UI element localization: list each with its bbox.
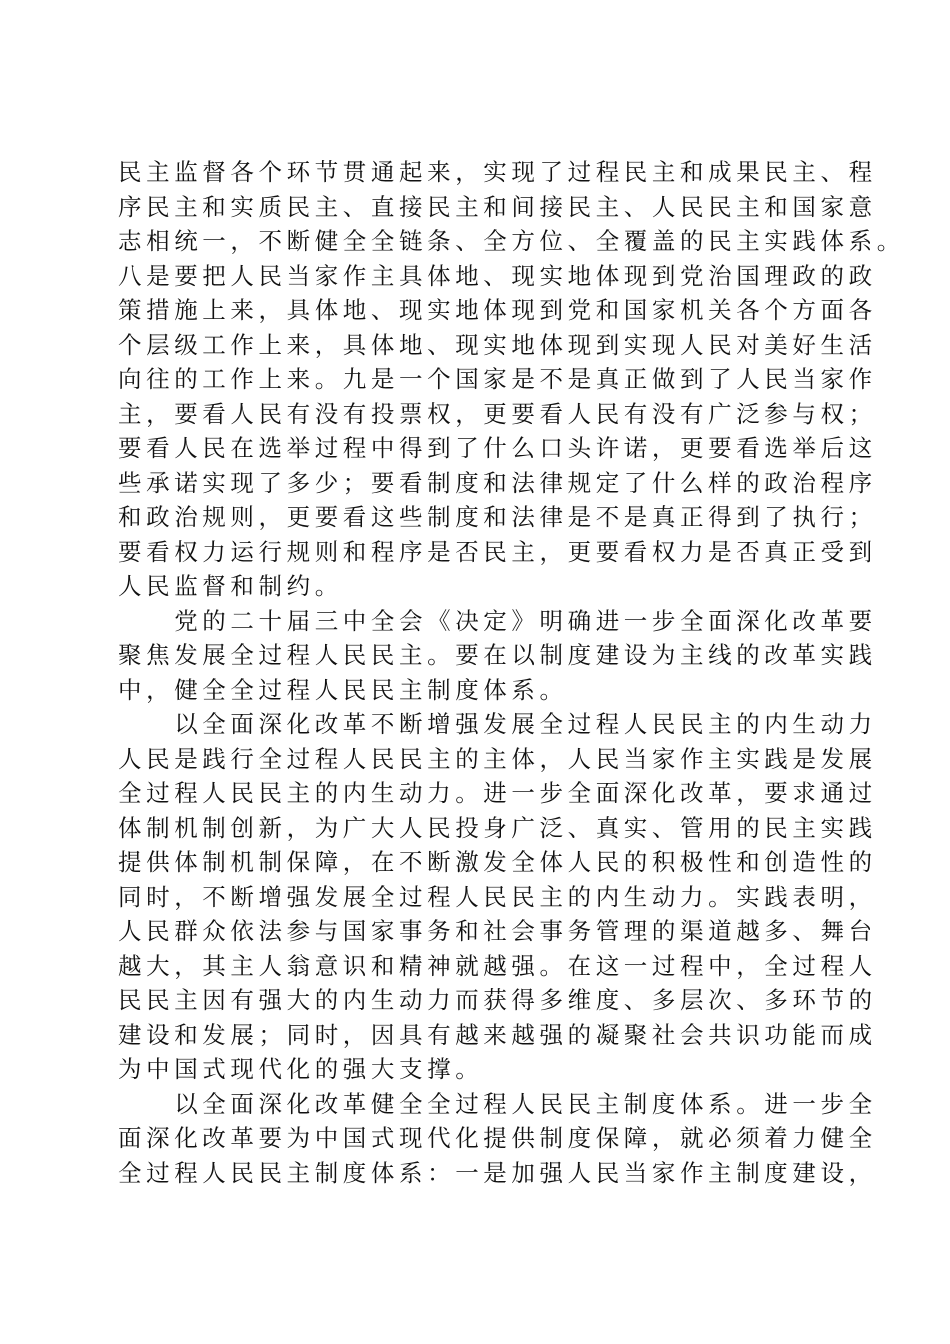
text-line: 提供体制机制保障，在不断激发全体人民的积极性和创造性的	[118, 848, 877, 876]
text-line: 体制机制创新，为广大人民投身广泛、真实、管用的民主实践	[118, 813, 877, 842]
body-text	[118, 155, 905, 1190]
text-line: 要看权力运行规则和程序是否民主，更要看权力是否真正受到	[118, 537, 877, 566]
text-line: 全过程人民民主的内生动力。进一步全面深化改革，要求通过	[118, 779, 877, 807]
text-line: 策措施上来，具体地、现实地体现到党和国家机关各个方面各	[118, 296, 877, 324]
text-line: 建设和发展；同时，因具有越来越强的凝聚社会共识功能而成	[118, 1020, 877, 1049]
text-line: 越大，其主人翁意识和精神就越强。在这一过程中，全过程人	[118, 951, 877, 980]
text-line: 向往的工作上来。九是一个国家是不是真正做到了人民当家作	[118, 365, 877, 393]
text-line: 面深化改革要为中国式现代化提供制度保障，就必须着力健全	[118, 1124, 877, 1152]
text-line: 八是要把人民当家作主具体地、现实地体现到党治国理政的政	[118, 261, 877, 290]
text-line: 同时，不断增强发展全过程人民民主的内生动力。实践表明，	[118, 882, 877, 911]
text-line: 些承诺实现了多少；要看制度和法律规定了什么样的政治程序	[118, 468, 877, 497]
text-line: 全过程人民民主制度体系：一是加强人民当家作主制度建设，	[118, 1158, 877, 1187]
text-line: 聚焦发展全过程人民民主。要在以制度建设为主线的改革实践	[118, 641, 877, 669]
text-line: 中，健全全过程人民民主制度体系。	[118, 675, 568, 704]
text-line: 民主监督各个环节贯通起来，实现了过程民主和成果民主、程	[118, 158, 877, 186]
text-line: 人民监督和制约。	[118, 572, 343, 600]
text-line: 个层级工作上来，具体地、现实地体现到实现人民对美好生活	[118, 330, 877, 359]
text-line: 主，要看人民有没有投票权，更要看人民有没有广泛参与权；	[118, 399, 877, 428]
text-line: 要看人民在选举过程中得到了什么口头许诺，更要看选举后这	[118, 434, 877, 462]
text-line: 志相统一，不断健全全链条、全方位、全覆盖的民主实践体系。	[118, 227, 905, 255]
text-line: 以全面深化改革不断增强发展全过程人民民主的内生动力	[118, 710, 877, 738]
text-line: 人民群众依法参与国家事务和社会事务管理的渠道越多、舞台	[118, 917, 877, 945]
text-line: 民民主因有强大的内生动力而获得多维度、多层次、多环节的	[118, 986, 877, 1014]
text-line: 序民主和实质民主、直接民主和间接民主、人民民主和国家意	[118, 192, 877, 221]
text-line: 和政治规则，更要看这些制度和法律是不是真正得到了执行；	[118, 503, 877, 531]
text-line: 为中国式现代化的强大支撑。	[118, 1055, 484, 1083]
text-line: 人民是践行全过程人民民主的主体，人民当家作主实践是发展	[118, 744, 877, 773]
text-line: 以全面深化改革健全全过程人民民主制度体系。进一步全	[118, 1089, 877, 1118]
text-line: 党的二十届三中全会《决定》明确进一步全面深化改革要	[118, 606, 877, 635]
